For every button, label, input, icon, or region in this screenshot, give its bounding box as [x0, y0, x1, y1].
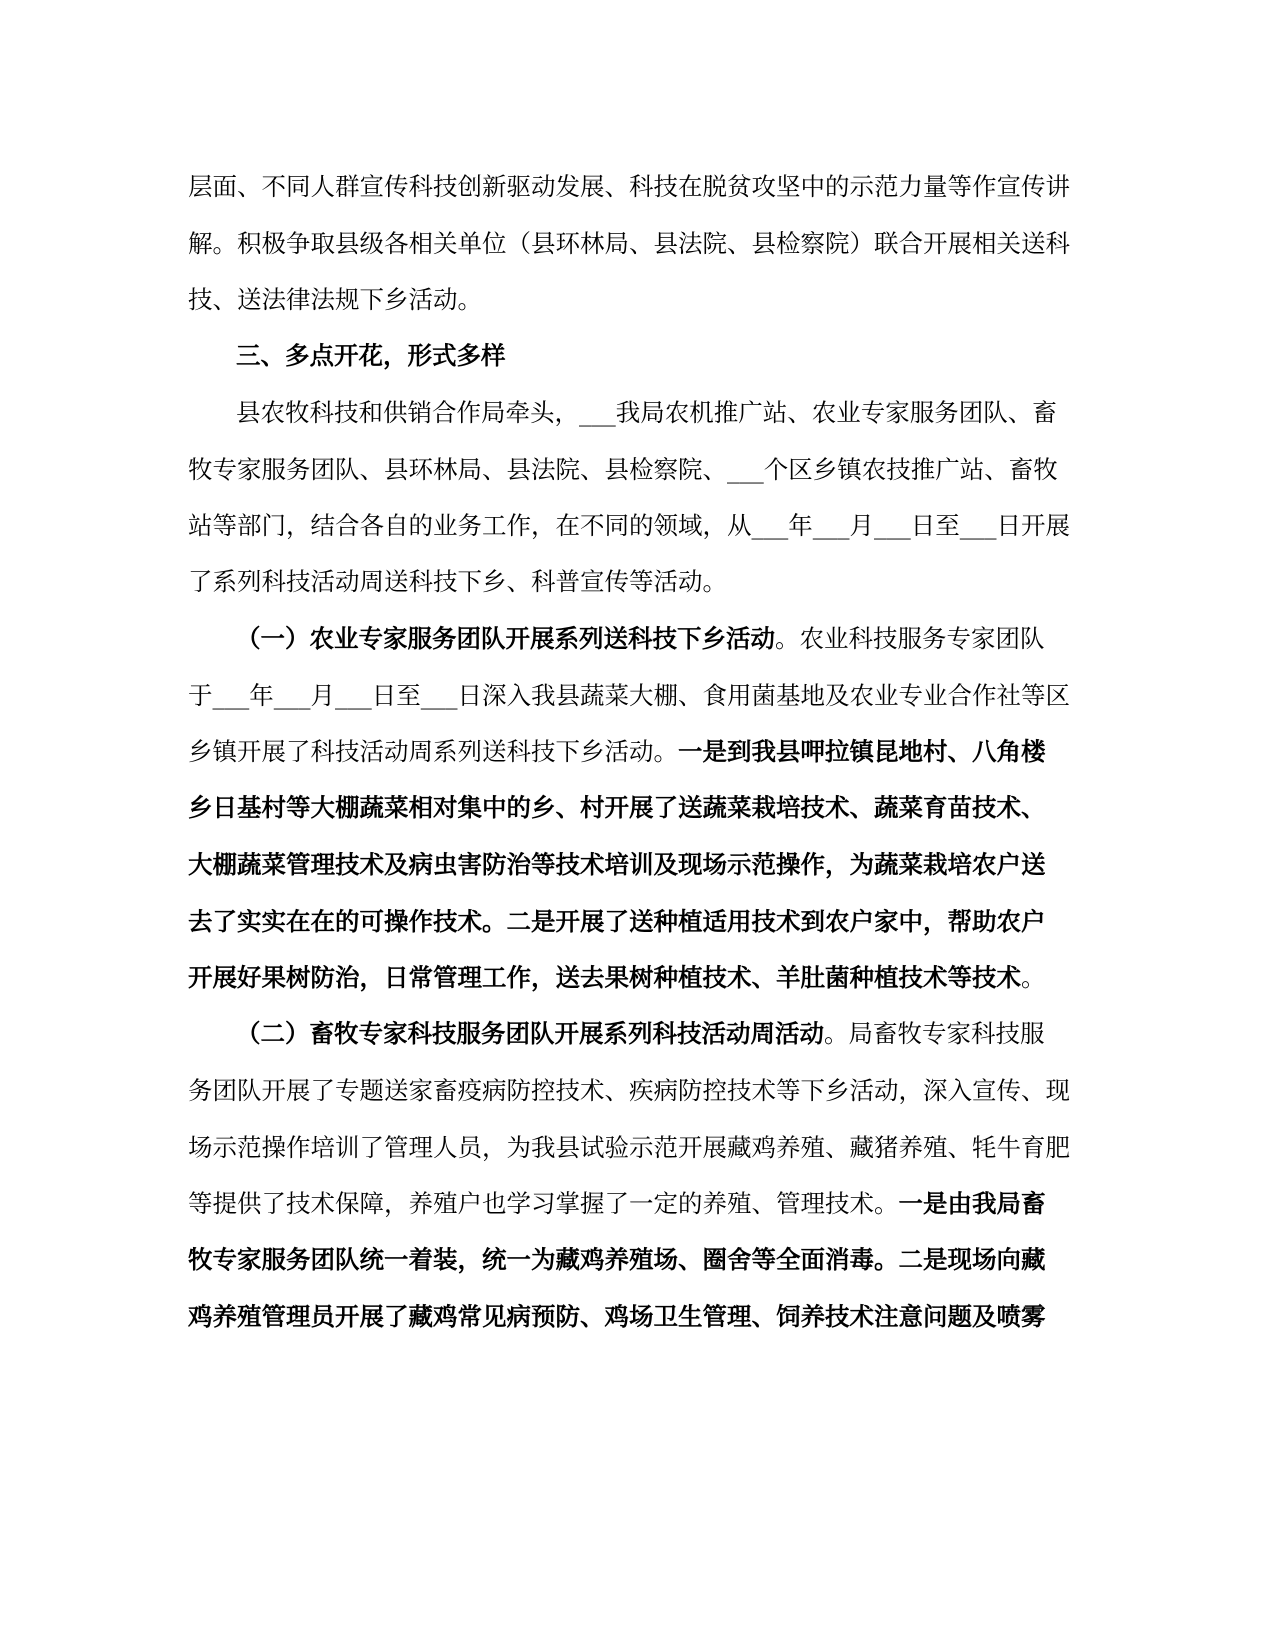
text-line [188, 788, 1088, 828]
text-line [188, 167, 1088, 207]
text-line [188, 562, 1088, 602]
text-segment: 于___年___月___日至___日深入我县蔬菜大棚、食用菌基地及农业专业合作社等区 [188, 681, 1070, 710]
text-segment: 层面、不同人群宣传科技创新驱动发展、科技在脱贫攻坚中的示范力量等作宣传讲 [188, 172, 1070, 201]
text-segment: 。 [1021, 963, 1046, 992]
heading-text: 三、多点开花，形式多样 [236, 341, 506, 370]
text-line [236, 393, 1088, 433]
text-line [188, 1297, 1088, 1337]
text-line [188, 732, 1088, 772]
text-line [188, 676, 1088, 716]
text-line [188, 1071, 1088, 1111]
bold-segment: 去了实实在在的可操作技术。二是开展了送种植适用技术到农户家中，帮助农户 [188, 907, 1046, 936]
text-segment: 技、送法律法规下乡活动。 [188, 285, 482, 314]
bold-segment: 乡日基村等大棚蔬菜相对集中的乡、村开展了送蔬菜栽培技术、蔬菜育苗技术、 [188, 793, 1046, 822]
text-segment: 场示范操作培训了管理人员，为我县试验示范开展藏鸡养殖、藏猪养殖、牦牛育肥 [188, 1133, 1070, 1162]
text-line [188, 450, 1088, 490]
section-heading [236, 336, 1088, 376]
text-segment: 。农业科技服务专家团队 [775, 624, 1045, 653]
bold-segment: 开展好果树防治，日常管理工作，送去果树种植技术、羊肚菌种植技术等技术 [188, 963, 1021, 992]
bold-segment: 大棚蔬菜管理技术及病虫害防治等技术培训及现场示范操作，为蔬菜栽培农户送 [188, 850, 1046, 879]
text-line [188, 902, 1088, 942]
bold-segment: 鸡养殖管理员开展了藏鸡常见病预防、鸡场卫生管理、饲养技术注意问题及喷雾 [188, 1302, 1046, 1331]
subsection-title: （一）农业专家服务团队开展系列送科技下乡活动 [236, 624, 775, 653]
text-segment: 站等部门，结合各自的业务工作，在不同的领域，从___年___月___日至___日开展 [188, 511, 1070, 540]
subsection-line [236, 1014, 1088, 1054]
text-segment: 等提供了技术保障，养殖户也学习掌握了一定的养殖、管理技术。 [188, 1189, 899, 1218]
text-line [188, 845, 1088, 885]
text-segment: 解。积极争取县级各相关单位（县环林局、县法院、县检察院）联合开展相关送科 [188, 229, 1070, 258]
text-segment: 务团队开展了专题送家畜疫病防控技术、疾病防控技术等下乡活动，深入宣传、现 [188, 1076, 1070, 1105]
bold-segment: 牧专家服务团队统一着装，统一为藏鸡养殖场、圈舍等全面消毒。二是现场向藏 [188, 1245, 1046, 1274]
bold-segment: 一是到我县呷拉镇昆地村、八角楼 [678, 737, 1046, 766]
bold-segment: 一是由我局畜 [898, 1189, 1046, 1218]
text-line [188, 1184, 1088, 1224]
subsection-line [236, 619, 1088, 659]
text-line [188, 280, 1088, 320]
text-segment: 县农牧科技和供销合作局牵头，___我局农机推广站、农业专家服务团队、畜 [236, 398, 1057, 427]
text-segment: 牧专家服务团队、县环林局、县法院、县检察院、___个区乡镇农技推广站、畜牧 [188, 455, 1058, 484]
text-line [188, 958, 1088, 998]
text-segment: 乡镇开展了科技活动周系列送科技下乡活动。 [188, 737, 678, 766]
text-segment: 了系列科技活动周送科技下乡、科普宣传等活动。 [188, 567, 727, 596]
text-segment: 。局畜牧专家科技服 [824, 1019, 1045, 1048]
text-line [188, 506, 1088, 546]
text-line [188, 1128, 1088, 1168]
subsection-title: （二）畜牧专家科技服务团队开展系列科技活动周活动 [236, 1019, 824, 1048]
text-line [188, 1240, 1088, 1280]
text-line [188, 224, 1088, 264]
